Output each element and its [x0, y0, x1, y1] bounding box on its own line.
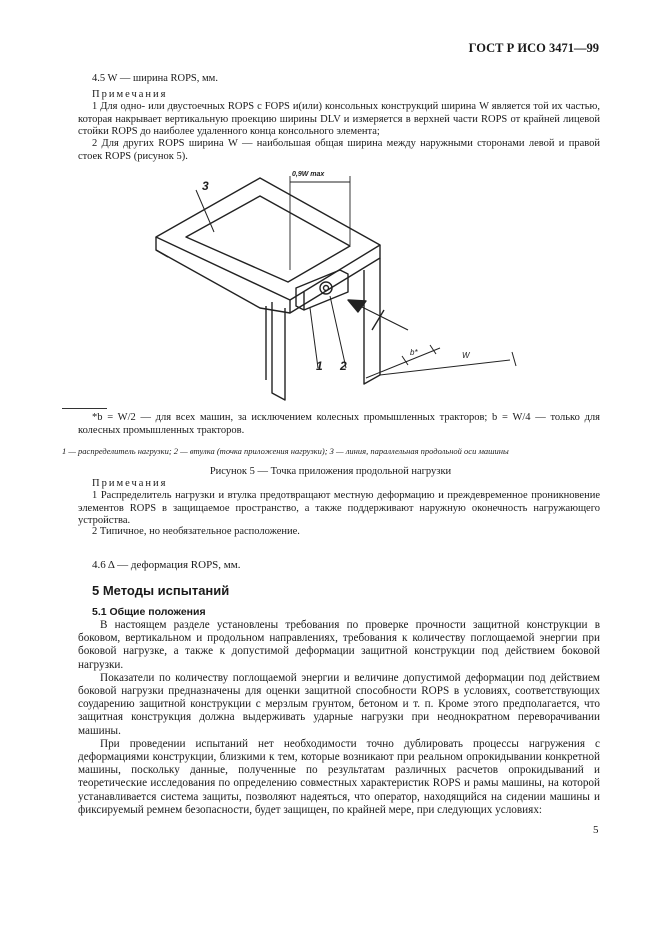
paragraph-2: Показатели по количеству поглощаемой энергии и величине допустимой деформации под действием боковой нагрузки предназначены для оценки защитной способности ROPS в условиях, соответствующих соударению защитной конструкции с мерзлым грунтом, бетоном и т. п. Кроме этого предполагается, что защитная конструкция должна выдерживать ударные нагрузки при неоднократном переворачивании машины. — [78, 671, 600, 737]
paragraph-3: При проведении испытаний нет необходимости точно дублировать процессы нагружения с деформациями конструкции, близкими к тем, которые возникают при реальном опрокидывании конкретной машины, поскольку данные, полученные по результатам различных расчетов опрокидываний и теоретические исследования по определению совместных характеристик ROPS и рамы машины, на которой устанавливается система защиты, позволяют надеяться, что оператор, находящийся на сидении машины и фиксируемый ремнем безопасности, будет защищен, по крайней мере, при следующих условиях: — [78, 737, 600, 816]
paragraph-1: В настоящем разделе установлены требования по проверке прочности защитной конструкции в боковом, вертикальном и продольном направлениях, требования к количеству поглощаемой энергии при боковой нагрузке, а также к допустимой деформации защитной конструкции под действием боковой нагрузки. — [78, 619, 600, 671]
rops-top-opening — [186, 196, 350, 282]
figure-caption: Рисунок 5 — Точка приложения продольной нагрузки — [209, 466, 452, 477]
section-5-body — [78, 619, 600, 817]
section-4-5-heading: 4.5 W — ширина ROPS, мм. — [92, 73, 218, 84]
callout-1: 1 — [316, 359, 323, 373]
rops-left-post — [272, 302, 285, 400]
note-4-5-1: 1 Для одно- или двустоечных ROPS с FOPS и(или) консольных конструкций ширина W является той их частью, которая накрывает вертикальную проекцию ширины DLV и измеряется в верхней части ROPS от крайней лицевой стойки ROPS до наиболее удаленного конца консольного элемента; — [78, 101, 600, 137]
callout-2: 2 — [340, 359, 347, 373]
figure-legend: 1 — распределитель нагрузки; 2 — втулка (точка приложения нагрузки); 3 — линия, параллельная продольной оси машины — [62, 446, 509, 456]
figure-note-1: 1 Распределитель нагрузки и втулка предотвращают местную деформацию и преждевременное проникновение элементов ROPS в защищаемое пространство, а также поддерживают наружную оконечность нагружающего устройства. — [78, 490, 600, 526]
callout-2-leader — [330, 296, 346, 368]
footnote-rule — [62, 408, 107, 409]
section-5-1-heading: 5.1 Общие положения — [92, 606, 206, 618]
section-5-heading: 5 Методы испытаний — [92, 583, 230, 598]
figure-5-drawing — [140, 160, 540, 405]
callout-3: 3 — [202, 179, 209, 193]
figure-note-2: 2 Типичное, но необязательное расположение. — [92, 526, 300, 537]
dim-w-label: W — [462, 351, 470, 360]
page-number: 5 — [593, 824, 599, 836]
standard-header: ГОСТ Р ИСО 3471—99 — [468, 41, 599, 55]
dim-top-label: 0,9W max — [292, 171, 325, 178]
section-4-6-heading: 4.6 Δ — деформация ROPS, мм. — [92, 559, 241, 571]
dim-b-label: b* — [410, 348, 418, 357]
notes-label-2: Примечания — [92, 478, 168, 489]
notes-label-1: Примечания — [92, 89, 168, 100]
note-4-5-2: 2 Для других ROPS ширина W — наибольшая общая ширина между наружными сторонами левой и правой стоек ROPS (рисунок 5). — [78, 138, 600, 162]
footnote: *b = W/2 — для всех машин, за исключением колесных промышленных тракторов; b = W/4 — только для колесных промышленных тракторов. — [78, 412, 600, 436]
